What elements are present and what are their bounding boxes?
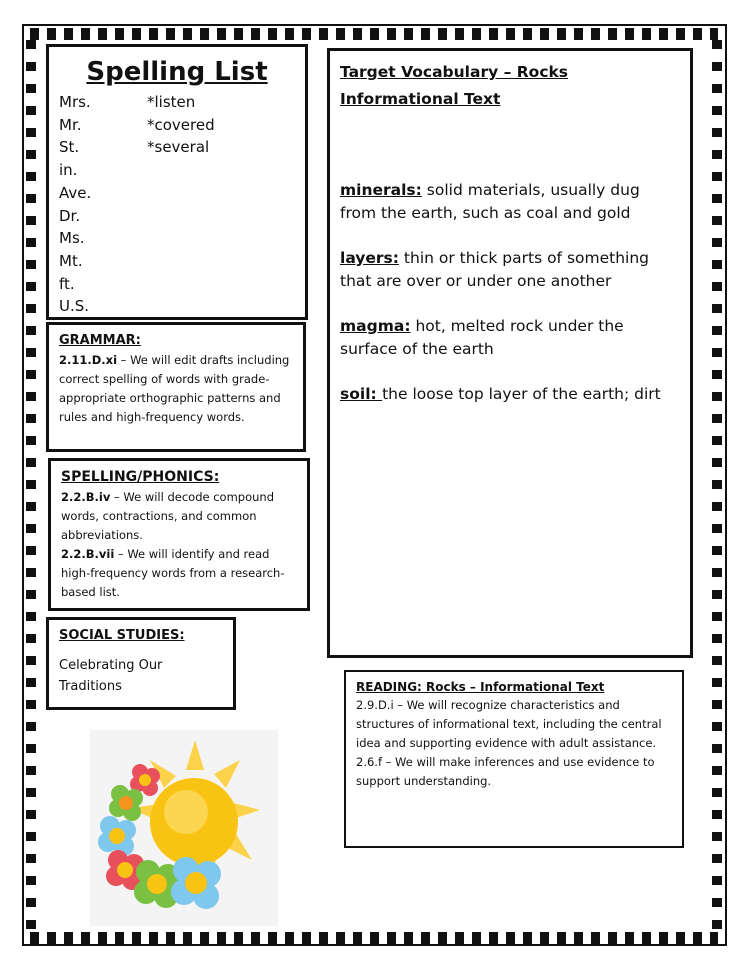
vocabulary-item: [340, 247, 680, 293]
phonics-description-1: – We will decode compound words, contractions, and common abbreviations.: [61, 490, 275, 542]
vocabulary-title-line-1: Target Vocabulary – Rocks: [340, 63, 569, 81]
flower-blue-icon: [98, 816, 136, 856]
flower-green-large-icon: [134, 860, 180, 908]
grammar-description: – We will edit drafts including correct spelling of words with grade-appropriate orthographic patterns and rules and high-frequency words.: [59, 353, 290, 424]
spelling-word: Ave.: [59, 183, 92, 202]
spelling-word: *listen: [147, 93, 196, 111]
grammar-box: [46, 322, 306, 452]
vocabulary-list: [340, 179, 680, 406]
vocabulary-definition: thin or thick parts of something that are over or under one another: [340, 249, 650, 290]
spelling-words-right: [147, 91, 215, 318]
spelling-word: Mrs.: [59, 93, 91, 111]
grammar-code: 2.11.D.xi: [59, 353, 118, 367]
spelling-word: Dr.: [59, 206, 81, 225]
spelling-word: U.S.: [59, 297, 90, 316]
vocabulary-item: [340, 383, 680, 406]
reading-line-2: 2.6.f – We will make inferences and use evidence to support understanding.: [356, 755, 655, 788]
spelling-word: *several: [147, 138, 210, 157]
social-studies-text: Celebrating Our Traditions: [59, 658, 163, 694]
phonics-description-2: – We will identify and read high-frequency words from a research-based list.: [61, 547, 285, 599]
spelling-list-box: [46, 44, 308, 320]
vocabulary-definition: solid materials, usually dug from the earth, such as coal and gold: [340, 181, 640, 222]
sun-flowers-illustration: [90, 730, 278, 926]
reading-line-1: 2.9.D.i – We will recognize characteristics and structures of informational text, including the central idea and supporting evidence with adult assistance.: [356, 698, 662, 750]
vocabulary-item: [340, 315, 680, 361]
spelling-word: ft.: [59, 274, 75, 293]
border-dashes-bottom: [30, 932, 718, 944]
spelling-word: Ms.: [59, 229, 85, 248]
phonics-text: [61, 488, 297, 602]
spelling-word: in.: [59, 161, 78, 180]
border-dashes-right: [712, 40, 722, 932]
spelling-words-left: [59, 91, 147, 318]
grammar-heading: GRAMMAR:: [59, 333, 141, 348]
grammar-text: [59, 351, 293, 427]
spelling-word: Mr.: [59, 115, 82, 134]
spelling-list-title: Spelling List: [86, 57, 268, 87]
phonics-code-2: 2.2.B.vii: [61, 547, 115, 561]
spelling-word: St.: [59, 138, 80, 157]
reading-box: [344, 670, 684, 848]
phonics-box: [48, 458, 310, 611]
vocabulary-term: layers:: [340, 249, 399, 267]
social-studies-box: [46, 617, 236, 710]
social-studies-heading: SOCIAL STUDIES:: [59, 628, 185, 643]
vocabulary-term: minerals:: [340, 181, 422, 199]
border-dashes-left: [26, 40, 36, 932]
vocabulary-item: [340, 179, 680, 225]
flower-green-icon: [109, 785, 143, 821]
vocabulary-box: [327, 48, 693, 658]
vocabulary-title-line-2: Informational Text: [340, 90, 501, 108]
vocabulary-definition: the loose top layer of the earth; dirt: [382, 385, 661, 403]
reading-heading: READING: Rocks – Informational Text: [356, 680, 605, 694]
flower-blue-large-icon: [171, 857, 221, 909]
vocabulary-definition: hot, melted rock under the surface of the earth: [340, 317, 624, 358]
spelling-word: *covered: [147, 115, 215, 134]
phonics-code-1: 2.2.B.iv: [61, 490, 111, 504]
phonics-heading: SPELLING/PHONICS:: [61, 469, 220, 485]
vocabulary-term: soil:: [340, 385, 383, 403]
border-dashes-top: [30, 28, 718, 40]
spelling-word: Mt.: [59, 251, 83, 270]
vocabulary-term: magma:: [340, 317, 411, 335]
